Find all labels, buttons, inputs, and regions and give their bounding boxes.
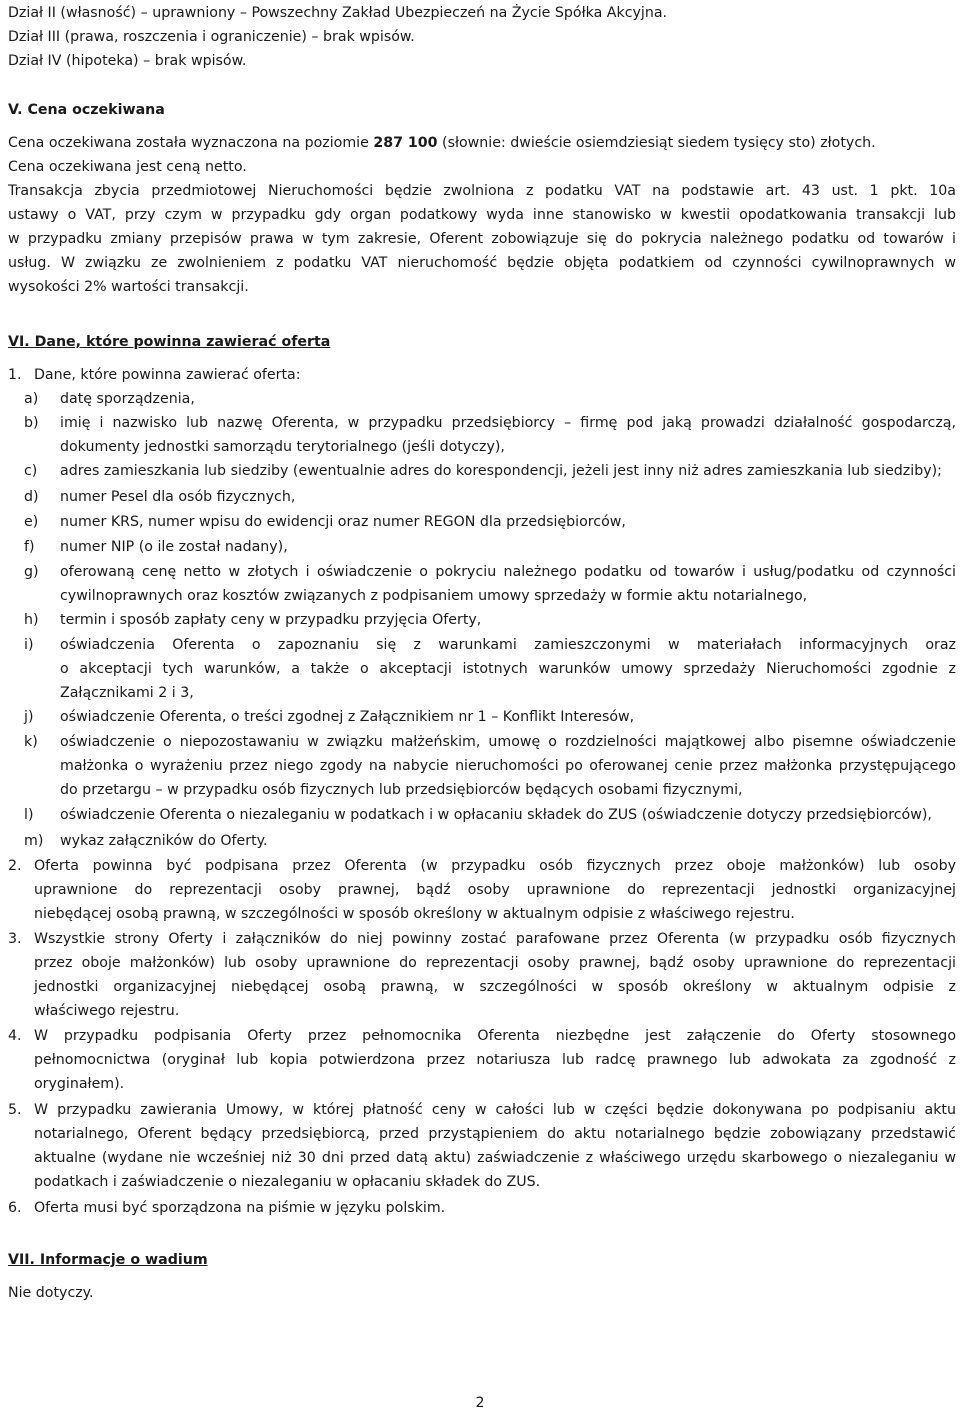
section-vi-title: VI. Dane, które powinna zawierać oferta [8,334,331,350]
item-text: Oferta powinna być podpisana przez Oferenta (w przypadku osób fizycznych przez oboje małżonków) lub osoby [34,858,956,874]
item-text: małżonka o wyrażeniu przez niego zgody na nabycie nieruchomości po oferowanej cenie przez małżonka przystępującego [60,758,956,774]
item-label: c) [24,463,38,479]
item-text: oferowaną cenę netto w złotych i oświadczenie o pokryciu należnego podatku od towarów i usług/podatku od czynności [60,564,956,580]
page-number: 2 [475,1395,485,1411]
item-text: cywilnoprawnych oraz kosztów związanych z podpisaniem umowy sprzedaży w formie aktu notarialnego, [60,588,808,604]
item-number: 6. [8,1200,22,1216]
item-label: b) [24,415,39,431]
item-label: i) [24,637,34,653]
item-text: przez oboje małżonków) lub osoby uprawnione do reprezentacji osoby prawnej, bądź osoby uprawnione do reprezentacji [34,955,956,971]
item-text: termin i sposób zapłaty ceny w przypadku przyjęcia Oferty, [60,612,482,628]
numbered-item-3 [8,930,956,1020]
item-text: jednostki organizacyjnej niebędącej osobą prawną, w szczególności w sposób określony w aktualnym odpisie z [34,979,956,995]
item-text: dokumenty jednostki samorządu terytorialnego (jeśli dotyczy), [60,439,505,455]
vat-line-3: w przypadku zmiany przepisów prawa w tym zakresie, Oferent zobowiązuje się do pokrycia należnego podatku od towarów i [8,231,956,247]
item-text: oświadczenie Oferenta, o treści zgodnej z Załącznikiem nr 1 – Konflikt Interesów, [60,709,635,725]
item-label: l) [24,807,34,823]
item-text: o akceptacji tych warunków, a także o akceptacji istotnych warunków umowy sprzedaży Nieruchomości zgodnie z [60,661,956,677]
vat-line-5: wysokości 2% wartości transakcji. [8,279,249,295]
item-label: m) [24,833,44,849]
list-item-b [8,414,956,454]
vat-line-2: ustawy o VAT, przy czym w przypadku gdy organ podatkowy wyda inne stanowisko w kwestii opodatkowania transakcji lub [8,207,956,223]
item-text: oryginałem). [34,1076,125,1092]
item-label: f) [24,539,35,555]
item-text: oświadczenie Oferenta o niezaleganiu w podatkach i w opłacaniu składek do ZUS (oświadczenie dotyczy przedsiębiorców), [60,807,932,823]
item-text: W przypadku podpisania Oferty przez pełnomocnika Oferenta niezbędne jest załączenie do Oferty stosownego [34,1028,956,1044]
item-text: imię i nazwisko lub nazwę Oferenta, w przypadku przedsiębiorcy – firmę pod jaką prowadzi działalność gospodarczą, [60,415,956,431]
land-registry-line-4: Dział IV (hipoteka) – brak wpisów. [8,53,247,69]
net-price-note: Cena oczekiwana jest ceną netto. [8,159,247,175]
list-item-g [8,563,956,605]
price-text-pre: Cena oczekiwana została wyznaczona na poziomie [8,135,374,151]
numbered-item-1 [8,366,301,384]
item-text: do przetargu – w przypadku osób fizycznych lub przedsiębiorców będących osobami fizycznymi, [60,782,743,798]
item-label: g) [24,564,39,580]
item-text: Oferta musi być sporządzona na piśmie w języku polskim. [34,1200,446,1216]
item-label: j) [24,709,34,725]
price-amount: 287 100 [373,135,438,151]
item-label: a) [24,391,39,407]
item-text: pełnomocnictwa (oryginał lub kopia potwierdzona przez notariusza lub radcę prawnego lub adwokata za zgodność z [34,1052,956,1068]
item-text: oświadczenie o niepozostawaniu w związku małżeńskim, umowę o rozdzielności majątkowej albo pisemne oświadczenie [60,734,956,750]
item-text: wykaz załączników do Oferty. [60,833,268,849]
item-label: h) [24,612,39,628]
list-item-i [8,636,956,702]
section-vii-title: VII. Informacje o wadium [8,1252,208,1268]
item-text: adres zamieszkania lub siedziby (ewentualnie adres do korespondencji, jeżeli jest inny niż adres zamieszkania lub siedziby); [60,463,942,479]
item-label: k) [24,734,38,750]
item-number: 1. [8,367,22,383]
item-number: 4. [8,1028,22,1044]
numbered-item-2 [8,857,956,923]
item-text: aktualne (wydane nie wcześniej niż 30 dni przed datą aktu) zaświadczenie z właściwego urzędu skarbowego o niezaleganiu w [34,1150,956,1166]
price-text-post: (słownie: dwieście osiemdziesiąt siedem tysięcy sto) złotych. [437,135,876,151]
vat-line-1: Transakcja zbycia przedmiotowej Nieruchomości będzie zwolniona z podatku VAT na podstawie art. 43 ust. 1 pkt. 10a [8,183,956,199]
item-label: e) [24,514,39,530]
list-item-k [8,733,956,799]
deposit-text: Nie dotyczy. [8,1285,94,1301]
item-text: numer KRS, numer wpisu do ewidencji oraz numer REGON dla przedsiębiorców, [60,514,626,530]
item-number: 2. [8,858,22,874]
item-text: Wszystkie strony Oferty i załączników do niej powinny zostać parafowane przez Oferenta (w przypadku osób fizycznych [34,931,956,947]
item-text: podatkach i zaświadczenie o niezaleganiu w opłacaniu składek do ZUS. [34,1174,541,1190]
item-text: uprawnione do reprezentacji osoby prawnej, bądź osoby uprawnione do reprezentacji jednostki organizacyjnej [34,882,956,898]
numbered-item-5 [8,1101,956,1191]
item-text: Dane, które powinna zawierać oferta: [34,367,301,383]
item-text: niebędącej osobą prawną, w szczególności w sposób określony w aktualnym odpisie z właściwego rejestru. [34,906,795,922]
item-text: W przypadku zawierania Umowy, w której płatność ceny w całości lub w części będzie dokonywana po podpisaniu aktu [34,1102,956,1118]
numbered-item-4 [8,1027,956,1093]
item-label: d) [24,489,39,505]
price-paragraph [8,134,876,152]
item-number: 5. [8,1102,22,1118]
item-text: numer Pesel dla osób fizycznych, [60,489,296,505]
section-v-title: V. Cena oczekiwana [8,102,165,118]
item-text: oświadczenia Oferenta o zapoznaniu się z warunkami zamieszczonymi w materiałach informacyjnych oraz [60,637,956,653]
land-registry-line-3: Dział III (prawa, roszczenia i ograniczenie) – brak wpisów. [8,29,415,45]
item-text: numer NIP (o ile został nadany), [60,539,288,555]
item-text: właściwego rejestru. [34,1003,180,1019]
item-text: notarialnego, Oferent będący przedsiębiorcą, przed przystąpieniem do aktu notarialnego będzie zobowiązany przedstawić [34,1126,956,1142]
item-text: datę sporządzenia, [60,391,195,407]
vat-line-4: usług. W związku ze zwolnieniem z podatku VAT nieruchomość będzie objęta podatkiem od czynności cywilnoprawnych w [8,255,956,271]
item-text: Załącznikami 2 i 3, [60,685,194,701]
item-number: 3. [8,931,22,947]
land-registry-line-2: Dział II (własność) – uprawniony – Powszechny Zakład Ubezpieczeń na Życie Spółka Akcyjna. [8,5,668,21]
